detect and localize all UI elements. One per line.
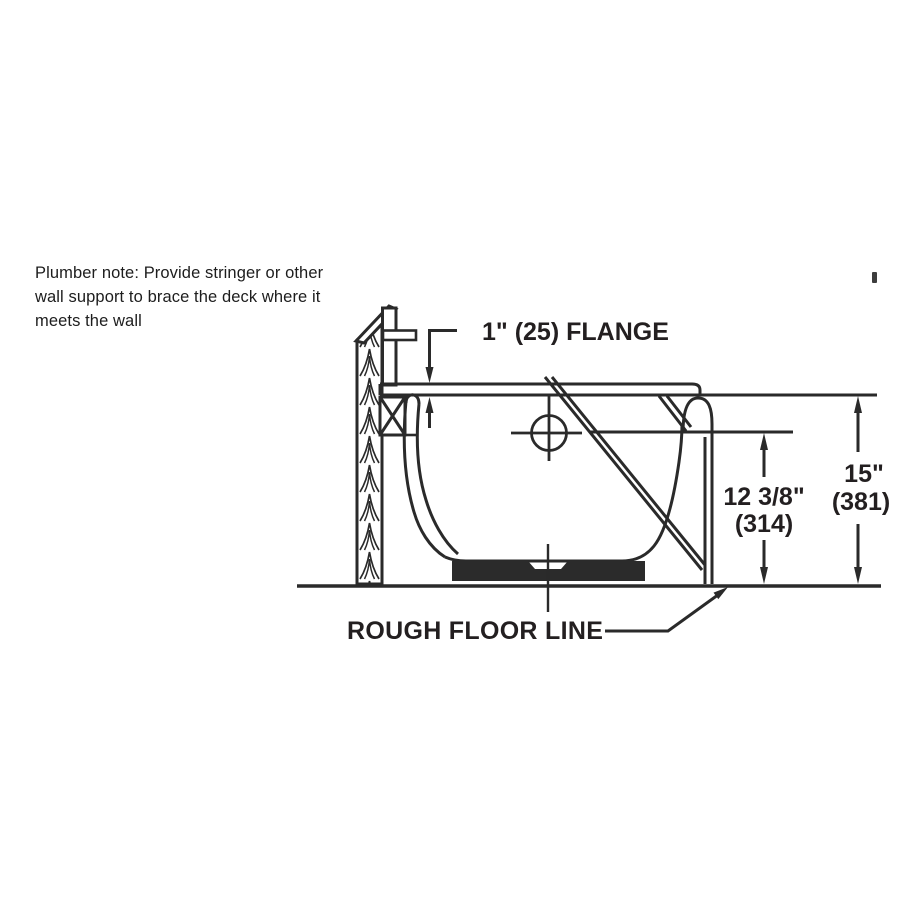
wall-board xyxy=(383,308,397,385)
deck-height-value-mm: (381) xyxy=(831,488,891,516)
support-brace xyxy=(545,377,705,570)
overflow-drain-symbol xyxy=(511,396,582,461)
plumber-note-line-3: meets the wall xyxy=(35,312,142,330)
rough-floor-line-label: ROUGH FLOOR LINE xyxy=(347,617,604,645)
plumber-note-line-2: wall support to brace the deck where it xyxy=(35,288,321,306)
rim-height-value-mm: (314) xyxy=(734,510,794,538)
wall-stud xyxy=(356,306,416,584)
flange-dimension xyxy=(426,331,458,429)
cross-blocking xyxy=(380,397,418,435)
rim-height-value-inches: 12 3/8" xyxy=(723,483,805,511)
ledger-end xyxy=(383,331,416,341)
deck-flange-board xyxy=(380,384,877,395)
plumber-note xyxy=(35,261,365,333)
stray-mark xyxy=(872,272,877,283)
floor-line-leader xyxy=(605,587,728,631)
tub-apron xyxy=(659,396,712,584)
plumber-note-line-1: Plumber note: Provide stringer or other xyxy=(35,264,324,282)
deck-height-value-inches: 15" xyxy=(844,460,884,488)
flange-label: 1" (25) FLANGE xyxy=(482,318,669,346)
